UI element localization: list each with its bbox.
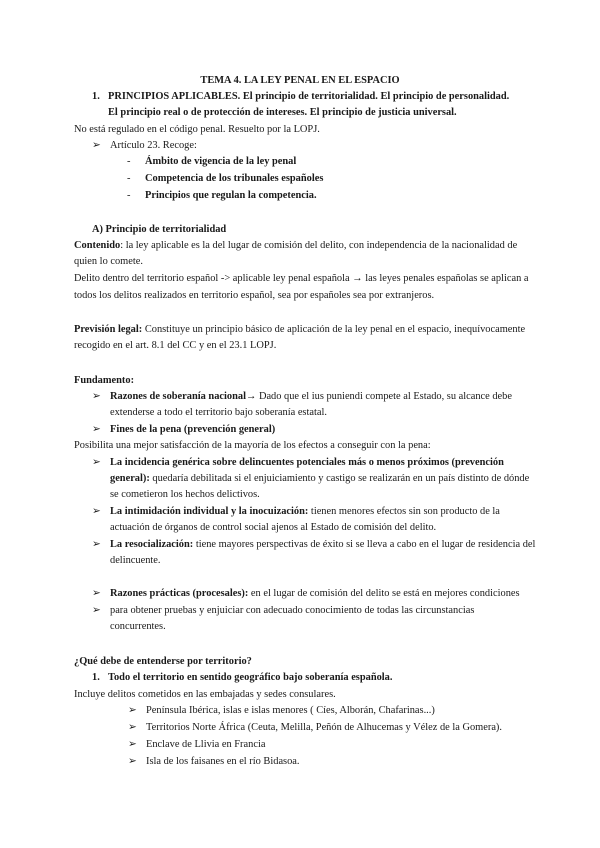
subsection-heading: A) Principio de territorialidad	[92, 224, 227, 235]
bullet-arrow-icon: ➢	[92, 391, 101, 402]
incluye-text: Incluye delitos cometidos en las embajadas y sedes consulares.	[74, 689, 336, 700]
dash-icon: -	[127, 190, 131, 201]
delito-paragraph-line1: Delito dentro del territorio español -> aplicable ley penal española → las leyes penales españolas se aplican a	[74, 273, 529, 284]
territorio-list-item: Península Ibérica, islas e islas menores ( Cíes, Alborán, Chafarinas...)	[146, 705, 435, 716]
territorio-list-item: Territorios Norte África (Ceuta, Melilla, Peñón de Alhucemas y Vélez de la Gomera).	[146, 722, 502, 733]
intimidacion-line2: actuación de órganos de control social ajenos al Estado de comisión del delito.	[110, 522, 437, 533]
prevision-paragraph-line2: recogido en el art. 8.1 del CC y en el 23.1 LOPJ.	[74, 340, 277, 351]
contenido-paragraph-line1: Contenido: la ley aplicable es la del lugar de comisión del delito, con independencia de la nacionalidad de	[74, 240, 518, 251]
territorio-item-heading: Todo el territorio en sentido geográfico bajo soberanía española.	[108, 672, 393, 683]
practicas-line1: Razones prácticas (procesales): en el lugar de comisión del delito se está en mejores condiciones	[110, 588, 520, 599]
article-item: Principios que regulan la competencia.	[145, 190, 317, 201]
pruebas-line2: concurrentes.	[110, 621, 166, 632]
territorio-item-number: 1.	[92, 672, 100, 683]
soberania-line2: extenderse a todo el territorio bajo soberanía estatal.	[110, 407, 327, 418]
posibilita-text: Posibilita una mejor satisfacción de la mayoría de los efectos a conseguir con la pena:	[74, 440, 431, 451]
contenido-paragraph-line2: quien lo comete.	[74, 256, 143, 267]
resocializacion-line2: delincuente.	[110, 555, 161, 566]
bullet-arrow-icon: ➢	[128, 756, 137, 767]
bullet-arrow-icon: ➢	[92, 605, 101, 616]
bullet-arrow-icon: ➢	[92, 588, 101, 599]
prevision-label: Previsión legal:	[74, 324, 145, 335]
bullet-arrow-icon: ➢	[92, 424, 101, 435]
soberania-line1: Razones de soberanía nacional→ Dado que el ius puniendi compete al Estado, su alcance debe	[110, 391, 512, 402]
fundamento-heading: Fundamento:	[74, 375, 135, 386]
incidencia-line1: La incidencia genérica sobre delincuentes potenciales más o menos próximos (prevención	[110, 457, 504, 468]
prevision-paragraph-line1: Previsión legal: Constituye un principio básico de aplicación de la ley penal en el espacio, inequívocamente	[74, 324, 526, 335]
bullet-arrow-icon: ➢	[92, 457, 101, 468]
bullet-arrow-icon: ➢	[128, 705, 137, 716]
incidencia-line2: general): quedaría debilitada si el enjuiciamiento y castigo se realizarán en un país distinto de dónde	[110, 473, 530, 484]
territorio-question: ¿Qué debe de entenderse por territorio?	[74, 656, 252, 667]
bullet-arrow-icon: ➢	[92, 506, 101, 517]
article-item: Ámbito de vigencia de la ley penal	[145, 156, 297, 167]
article-23-intro: Artículo 23. Recoge:	[110, 140, 197, 151]
dash-icon: -	[127, 173, 131, 184]
bullet-arrow-icon: ➢	[92, 539, 101, 550]
bullet-arrow-icon: ➢	[128, 739, 137, 750]
section-heading-line2: El principio real o de protección de intereses. El principio de justicia universal.	[108, 107, 457, 118]
territorio-list-item: Isla de los faisanes en el río Bidasoa.	[146, 756, 300, 767]
contenido-label: Contenido	[74, 240, 121, 251]
article-item: Competencia de los tribunales españoles	[145, 173, 324, 184]
incidencia-line3: se cometieron los hechos delictivos.	[110, 489, 260, 500]
bullet-arrow-icon: ➢	[128, 722, 137, 733]
pruebas-line1: para obtener pruebas y enjuiciar con adecuado conocimiento de todas las circunstancias	[110, 605, 475, 616]
resocializacion-line1: La resocialización: tiene mayores perspectivas de éxito si se lleva a cabo en el lugar de residencia del	[110, 539, 536, 550]
bullet-arrow-icon: ➢	[92, 140, 101, 151]
section-heading-line1: PRINCIPIOS APLICABLES. El principio de territorialidad. El principio de personalidad.	[108, 91, 510, 102]
intimidacion-line1: La intimidación individual y la inocuización: tienen menores efectos sin son producto de la	[110, 506, 500, 517]
territorio-list-item: Enclave de Llivia en Francia	[146, 739, 266, 750]
page-title: TEMA 4. LA LEY PENAL EN EL ESPACIO	[200, 75, 400, 86]
dash-icon: -	[127, 156, 131, 167]
fines-heading: Fines de la pena (prevención general)	[110, 424, 276, 435]
delito-paragraph-line2: todos los delitos realizados en territorio español, sea por españoles sea por extranjeros.	[74, 290, 435, 301]
not-regulated-text: No está regulado en el código penal. Resuelto por la LOPJ.	[74, 124, 320, 135]
section-number: 1.	[92, 91, 100, 102]
